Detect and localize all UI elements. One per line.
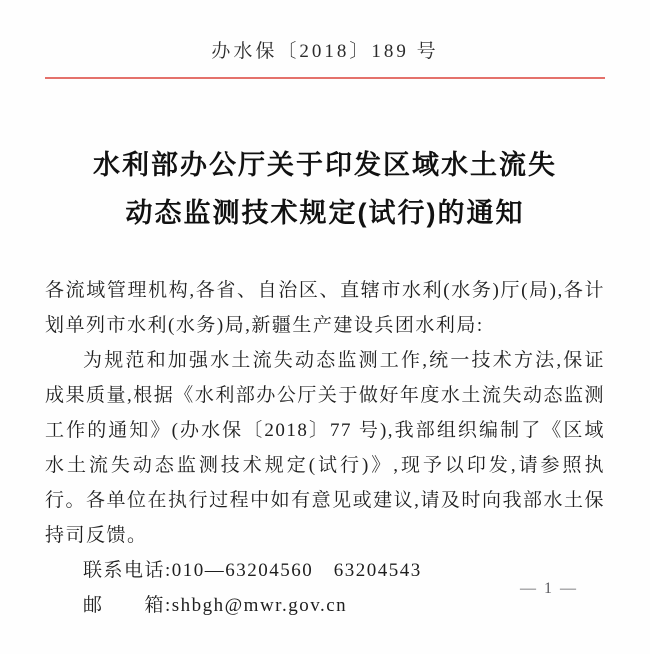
page-number: — 1 — (520, 580, 578, 597)
document-title-line2: 动态监测技术规定(试行)的通知 (125, 198, 525, 228)
contact-email-line: 邮 箱:shbgh@mwr.gov.cn (83, 595, 348, 616)
document-number: 办水保〔2018〕189 号 (211, 41, 439, 62)
document-body (45, 273, 605, 623)
document-title-line1: 水利部办公厅关于印发区域水土流失 (93, 150, 557, 180)
main-paragraph: 为规范和加强水土流失动态监测工作,统一技术方法,保证成果质量,根据《水利部办公厅关于做好年度水土流失动态监测工作的通知》(办水保〔2018〕77 号),我部组织编制了《区域水土流失动态监测技术规定(试行)》,现予以印发,请参照执行。各单位在执行过程中如有意见或建议,请及时向我部水土保持司反馈。 (45, 350, 605, 546)
red-divider-line (45, 77, 605, 79)
contact-phone-line: 联系电话:010—63204560 63204543 (83, 560, 422, 581)
document-title (45, 141, 605, 237)
recipients-paragraph: 各流域管理机构,各省、自治区、直辖市水利(水务)厅(局),各计划单列市水利(水务)局,新疆生产建设兵团水利局: (45, 280, 605, 336)
